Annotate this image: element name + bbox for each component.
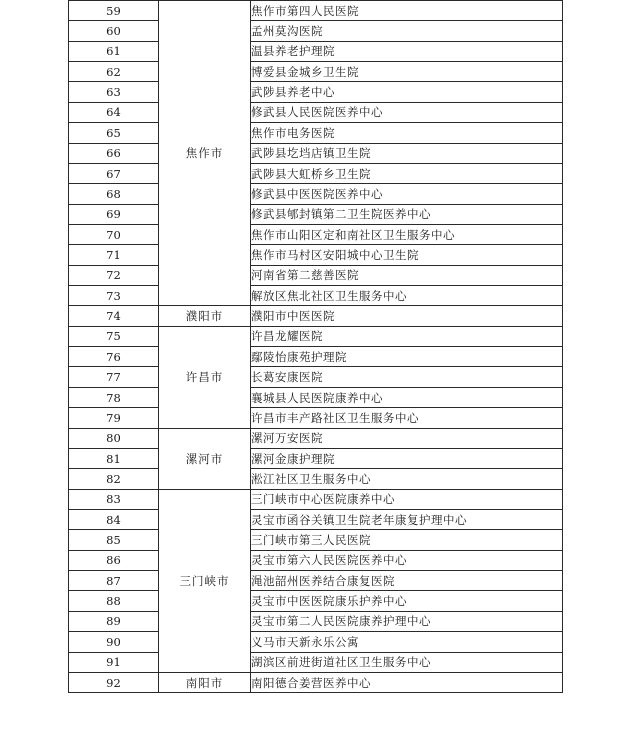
- city-cell: 濮阳市: [159, 306, 251, 326]
- institution-name: 襄城县人民医院康养中心: [251, 387, 563, 407]
- row-number: 87: [69, 571, 159, 591]
- city-cell: 漯河市: [159, 428, 251, 489]
- row-number: 91: [69, 652, 159, 672]
- institution-name: 鄢陵怡康苑护理院: [251, 347, 563, 367]
- table-row: [69, 530, 563, 550]
- institution-name: 焦作市第四人民医院: [251, 1, 563, 21]
- row-number: 85: [69, 530, 159, 550]
- city-cell: 三门峡市: [159, 489, 251, 672]
- table-row: [69, 550, 563, 570]
- row-number: 70: [69, 224, 159, 244]
- institution-name: 义马市天新永乐公寓: [251, 632, 563, 652]
- institution-name: 漯河万安医院: [251, 428, 563, 448]
- table-row: [69, 184, 563, 204]
- institution-name: 焦作市马村区安阳城中心卫生院: [251, 245, 563, 265]
- table-row: [69, 62, 563, 82]
- table-row: [69, 265, 563, 285]
- row-number: 76: [69, 347, 159, 367]
- row-number: 71: [69, 245, 159, 265]
- table-row: [69, 611, 563, 631]
- row-number: 66: [69, 143, 159, 163]
- row-number: 77: [69, 367, 159, 387]
- city-cell: 焦作市: [159, 1, 251, 306]
- row-number: 89: [69, 611, 159, 631]
- table-row: [69, 509, 563, 529]
- row-number: 68: [69, 184, 159, 204]
- table-row: [69, 326, 563, 346]
- table-row: [69, 632, 563, 652]
- table-row: [69, 1, 563, 21]
- institution-name: 濮阳市中医医院: [251, 306, 563, 326]
- table-row: [69, 204, 563, 224]
- row-number: 81: [69, 448, 159, 468]
- institution-name: 解放区焦北社区卫生服务中心: [251, 286, 563, 306]
- institution-name: 灵宝市第二人民医院康养护理中心: [251, 611, 563, 631]
- institution-name: 灵宝市函谷关镇卫生院老年康复护理中心: [251, 509, 563, 529]
- institution-name: 修武县中医医院医养中心: [251, 184, 563, 204]
- institution-name: 三门峡市第三人民医院: [251, 530, 563, 550]
- table-row: [69, 286, 563, 306]
- institution-name: 长葛安康医院: [251, 367, 563, 387]
- table-row: [69, 652, 563, 672]
- row-number: 59: [69, 1, 159, 21]
- row-number: 92: [69, 672, 159, 692]
- row-number: 64: [69, 102, 159, 122]
- row-number: 62: [69, 62, 159, 82]
- row-number: 74: [69, 306, 159, 326]
- row-number: 61: [69, 41, 159, 61]
- institution-name: 焦作市电务医院: [251, 123, 563, 143]
- row-number: 73: [69, 286, 159, 306]
- institution-name: 许昌市丰产路社区卫生服务中心: [251, 408, 563, 428]
- table-row: [69, 347, 563, 367]
- row-number: 82: [69, 469, 159, 489]
- institution-name: 灵宝市中医医院康乐护养中心: [251, 591, 563, 611]
- institution-name: 灵宝市第六人民医院医养中心: [251, 550, 563, 570]
- table-row: [69, 448, 563, 468]
- city-cell: 许昌市: [159, 326, 251, 428]
- table-row: [69, 143, 563, 163]
- institution-name: 渑池韶州医养结合康复医院: [251, 571, 563, 591]
- row-number: 72: [69, 265, 159, 285]
- row-number: 80: [69, 428, 159, 448]
- row-number: 67: [69, 163, 159, 183]
- institution-name: 武陟县养老中心: [251, 82, 563, 102]
- table-row: [69, 571, 563, 591]
- row-number: 78: [69, 387, 159, 407]
- table-row: [69, 102, 563, 122]
- row-number: 63: [69, 82, 159, 102]
- row-number: 65: [69, 123, 159, 143]
- table-row: [69, 123, 563, 143]
- institution-name: 淞江社区卫生服务中心: [251, 469, 563, 489]
- table-row: [69, 408, 563, 428]
- table-row: [69, 224, 563, 244]
- institution-name: 修武县郇封镇第二卫生院医养中心: [251, 204, 563, 224]
- table-row: [69, 387, 563, 407]
- row-number: 90: [69, 632, 159, 652]
- city-cell: 南阳市: [159, 672, 251, 692]
- institution-name: 武陟县大虹桥乡卫生院: [251, 163, 563, 183]
- row-number: 60: [69, 21, 159, 41]
- row-number: 84: [69, 509, 159, 529]
- table-row: [69, 245, 563, 265]
- institution-name: 焦作市山阳区定和南社区卫生服务中心: [251, 224, 563, 244]
- institution-name: 三门峡市中心医院康养中心: [251, 489, 563, 509]
- row-number: 88: [69, 591, 159, 611]
- institution-name: 孟州莫沟医院: [251, 21, 563, 41]
- row-number: 69: [69, 204, 159, 224]
- institution-name: 南阳德合姜营医养中心: [251, 672, 563, 692]
- table-row: [69, 672, 563, 692]
- institution-name: 许昌龙耀医院: [251, 326, 563, 346]
- institution-name: 漯河金康护理院: [251, 448, 563, 468]
- table-row: [69, 21, 563, 41]
- row-number: 83: [69, 489, 159, 509]
- institution-name: 温县养老护理院: [251, 41, 563, 61]
- table-row: [69, 428, 563, 448]
- table-row: [69, 82, 563, 102]
- table-row: [69, 306, 563, 326]
- table-row: [69, 489, 563, 509]
- table-row: [69, 41, 563, 61]
- institution-name: 博爱县金城乡卫生院: [251, 62, 563, 82]
- institution-name: 修武县人民医院医养中心: [251, 102, 563, 122]
- table-row: [69, 163, 563, 183]
- institution-name: 河南省第二慈善医院: [251, 265, 563, 285]
- table-row: [69, 469, 563, 489]
- row-number: 75: [69, 326, 159, 346]
- institution-name: 武陟县圪垱店镇卫生院: [251, 143, 563, 163]
- row-number: 86: [69, 550, 159, 570]
- table-row: [69, 591, 563, 611]
- table-row: [69, 367, 563, 387]
- institution-table: [68, 0, 563, 693]
- institution-name: 湖滨区前进街道社区卫生服务中心: [251, 652, 563, 672]
- row-number: 79: [69, 408, 159, 428]
